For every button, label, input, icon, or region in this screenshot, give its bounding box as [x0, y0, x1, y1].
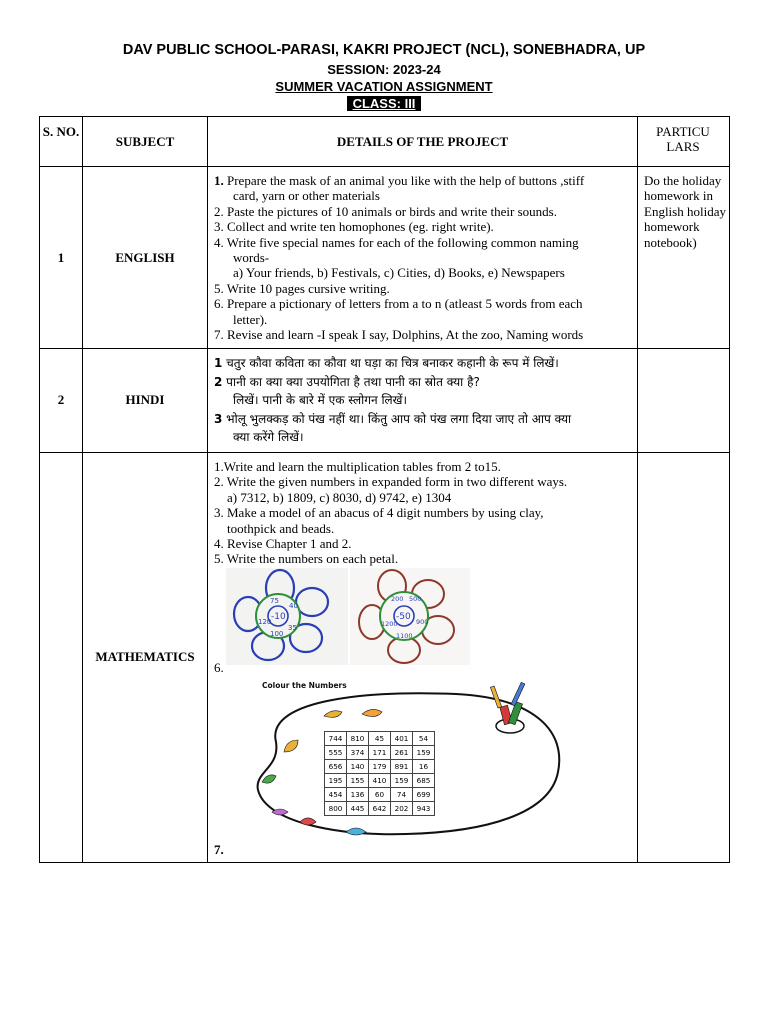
table-border-right — [729, 116, 730, 863]
grid-cell: 943 — [413, 802, 435, 816]
list-item: letter). — [233, 311, 268, 327]
grid-row — [325, 732, 435, 746]
list-item: card, yarn or other materials — [233, 188, 380, 204]
row-subject: ENGLISH — [115, 250, 175, 265]
list-item: toothpick and beads. — [227, 520, 335, 536]
grid-cell: 140 — [347, 760, 369, 774]
list-item: 4. Write five special names for each of the following common naming — [214, 234, 579, 250]
grid-cell: 60 — [369, 788, 391, 802]
list-item: 1.Write and learn the multiplication tables from 2 to15. — [214, 459, 501, 474]
petal-number: 1100 — [396, 632, 413, 640]
grid-cell: 555 — [325, 746, 347, 760]
row-sno: 2 — [57, 392, 65, 407]
table-row-divider — [39, 166, 729, 167]
header-particulars: PARTICU LARS — [656, 124, 710, 155]
grid-cell: 171 — [369, 746, 391, 760]
assignment-title: SUMMER VACATION ASSIGNMENT — [275, 79, 493, 94]
petal-number: 75 — [270, 597, 279, 605]
grid-cell: 810 — [347, 732, 369, 746]
flower-center-label: -10 — [271, 612, 286, 622]
grid-cell: 891 — [391, 760, 413, 774]
list-item: a) 7312, b) 1809, c) 8030, d) 9742, e) 1304 — [227, 489, 452, 505]
table-border-left — [39, 116, 40, 863]
table-divider-subject — [207, 116, 208, 863]
table-divider-details — [637, 116, 638, 863]
header-sno: S. NO. — [42, 124, 80, 139]
grid-cell: 656 — [325, 760, 347, 774]
grid-cell: 454 — [325, 788, 347, 802]
english-project-list — [214, 173, 634, 342]
grid-cell: 136 — [347, 788, 369, 802]
grid-cell: 374 — [347, 746, 369, 760]
list-item: 3. Collect and write ten homophones (eg. right write). — [214, 219, 494, 235]
row-particulars: Do the holiday homework in English holiday homework notebook) — [644, 173, 726, 250]
session-title: SESSION: 2023-24 — [327, 62, 441, 77]
petal-number: 500 — [409, 595, 422, 603]
grid-cell: 195 — [325, 774, 347, 788]
list-item: 5. Write the numbers on each petal. — [214, 551, 399, 567]
petal-number: 35 — [288, 624, 297, 632]
list-item: 1 चतुर कौवा कविता का कौवा था घड़ा का चित्र बनाकर कहानी के रूप में लिखें। — [214, 356, 559, 370]
hindi-project-list — [214, 354, 634, 447]
grid-cell: 699 — [413, 788, 435, 802]
grid-cell: 261 — [391, 746, 413, 760]
grid-cell: 685 — [413, 774, 435, 788]
flower-center-label: -50 — [396, 612, 411, 622]
grid-row — [325, 760, 435, 774]
flower-drawings-image — [226, 568, 470, 665]
school-name: DAV PUBLIC SCHOOL-PARASI, KAKRI PROJECT (NCL), SONEBHADRA, UP — [122, 42, 646, 58]
row-sno: 1 — [57, 250, 65, 265]
grid-cell: 45 — [369, 732, 391, 746]
grid-cell: 800 — [325, 802, 347, 816]
list-item: क्या करेंगे लिखें। — [233, 430, 304, 445]
grid-row — [325, 802, 435, 816]
petal-number: 100 — [270, 630, 284, 638]
class-label: CLASS: III — [347, 96, 422, 111]
list-item: 6. Prepare a pictionary of letters from a to n (atleast 5 words from each — [214, 296, 583, 312]
grid-cell: 202 — [391, 802, 413, 816]
palette-title: Colour the Numbers — [262, 681, 347, 690]
grid-cell: 642 — [369, 802, 391, 816]
grid-cell: 54 — [413, 732, 435, 746]
list-item: a) Your friends, b) Festivals, c) Cities, d) Books, e) Newspapers — [233, 265, 565, 281]
list-item: 5. Write 10 pages cursive writing. — [214, 280, 390, 296]
table-divider-sno — [82, 116, 83, 863]
list-item: 2. Write the given numbers in expanded form in two different ways. — [214, 474, 568, 490]
grid-cell: 16 — [413, 760, 435, 774]
class-title — [0, 96, 768, 111]
list-item: 4. Revise Chapter 1 and 2. — [214, 536, 352, 552]
petal-number: 1200 — [381, 620, 398, 628]
grid-cell: 445 — [347, 802, 369, 816]
petal-number: 900 — [416, 618, 429, 626]
table-row-divider — [39, 452, 729, 453]
header-details: DETAILS OF THE PROJECT — [336, 134, 509, 149]
grid-cell: 410 — [369, 774, 391, 788]
grid-cell: 155 — [347, 774, 369, 788]
list-item: words- — [233, 250, 270, 266]
grid-cell: 744 — [325, 732, 347, 746]
row-subject: MATHEMATICS — [95, 649, 195, 664]
table-border-top — [39, 116, 729, 117]
grid-cell: 401 — [391, 732, 413, 746]
grid-cell: 74 — [391, 788, 413, 802]
grid-cell: 179 — [369, 760, 391, 774]
row-subject: HINDI — [125, 392, 165, 407]
petal-number: 40 — [289, 602, 298, 610]
grid-cell: 159 — [391, 774, 413, 788]
table-row-divider — [39, 348, 729, 349]
petal-number: 120 — [258, 618, 272, 626]
grid-row — [325, 746, 435, 760]
item-6-number: 6. — [214, 660, 224, 675]
maths-project-list — [214, 459, 634, 567]
grid-row — [325, 788, 435, 802]
list-item: 2 पानी का क्या क्या उपयोगिता है तथा पानी का स्रोत क्या है? — [214, 374, 480, 389]
list-item: लिखें। पानी के बारे में एक स्लोगन लिखें। — [233, 393, 408, 408]
list-item: 3 भोलू भुलक्कड़ को पंख नहीं था। किंतु आप को पंख लगा दिया जाए तो आप क्या — [214, 411, 572, 426]
colour-numbers-grid — [324, 731, 435, 816]
header-subject: SUBJECT — [115, 134, 175, 149]
list-item: 1. Prepare the mask of an animal you like with the help of buttons ,stiff — [214, 173, 585, 188]
list-item: 7. Revise and learn -I speak I say, Dolphins, At the zoo, Naming words — [214, 327, 584, 343]
grid-row — [325, 774, 435, 788]
list-item: 2. Paste the pictures of 10 animals or birds and write their sounds. — [214, 203, 557, 219]
grid-cell: 159 — [413, 746, 435, 760]
table-border-bottom — [39, 862, 729, 863]
petal-number: 200 — [391, 595, 404, 603]
list-item: 3. Make a model of an abacus of 4 digit numbers by using clay, — [214, 505, 544, 521]
item-7-number: 7. — [214, 842, 224, 857]
